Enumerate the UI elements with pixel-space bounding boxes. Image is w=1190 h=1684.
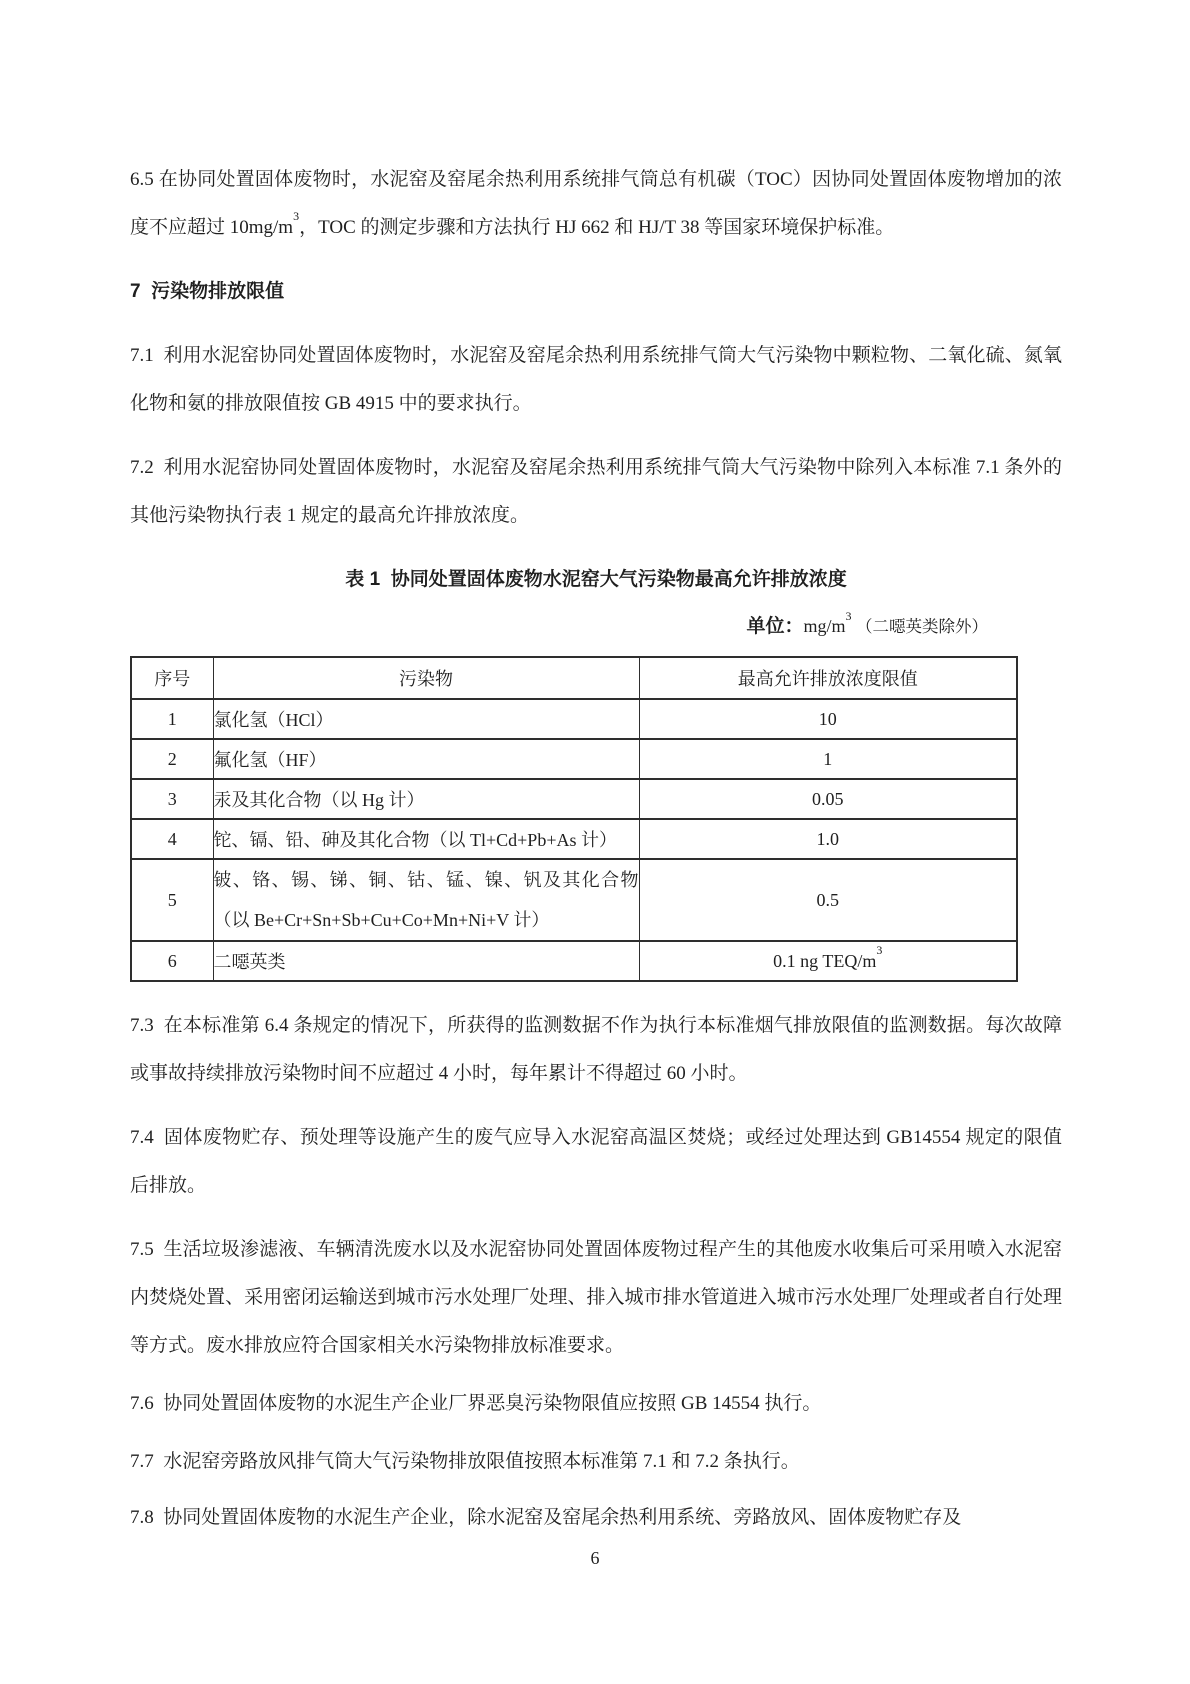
cell-limit [639,941,1017,981]
cell-no: 3 [131,779,213,819]
table-header-limit: 最高允许排放浓度限值 [639,657,1017,699]
table-row [131,779,1017,819]
unit-superscript-3: 3 [845,608,852,623]
limit-value: 0.1 ng TEQ/m [773,950,877,971]
clause-7-7: 7.7 水泥窑旁路放风排气筒大气污染物排放限值按照本标准第 7.1 和 7.2 条执行。 [130,1451,800,1472]
unit-label: 单位： [746,616,804,637]
cell-limit: 0.05 [639,779,1017,819]
table-row [131,739,1017,779]
table-1 [130,656,1018,982]
cell-limit: 0.5 [639,859,1017,941]
table-header-pollutant: 污染物 [213,657,639,699]
cell-pollutant: 二噁英类 [213,941,639,981]
pollutant-line-2: （以 Be+Cr+Sn+Sb+Cu+Co+Mn+Ni+V 计） [213,910,550,930]
clause-7-2: 7.2 利用水泥窑协同处置固体废物时，水泥窑及窑尾余热利用系统排气筒大气污染物中除列入本标准 7.1 条外的其他污染物执行表 1 规定的最高允许排放浓度。 [130,457,1062,526]
clause-7-1: 7.1 利用水泥窑协同处置固体废物时，水泥窑及窑尾余热利用系统排气筒大气污染物中颗粒物、二氧化硫、氮氧化物和氨的排放限值按 GB 4915 中的要求执行。 [130,345,1062,414]
cell-limit: 1.0 [639,819,1017,859]
table-1-unit-line [130,604,1016,648]
cell-no: 1 [131,699,213,739]
cell-pollutant: 铊、镉、铅、砷及其化合物（以 Tl+Cd+Pb+As 计） [213,819,639,859]
clause-7-5: 7.5 生活垃圾渗滤液、车辆清洗废水以及水泥窑协同处置固体废物过程产生的其他废水收集后可采用喷入水泥窑内焚烧处置、采用密闭运输送到城市污水处理厂处理、排入城市排水管道进入城市污水处理厂处理或者自行处理等方式。废水排放应符合国家相关水污染物排放标准要求。 [130,1239,1062,1356]
table-row [131,699,1017,739]
clause-7-8: 7.8 协同处置固体废物的水泥生产企业，除水泥窑及窑尾余热利用系统、旁路放风、固体废物贮存及 [130,1507,962,1528]
clause-7-3: 7.3 在本标准第 6.4 条规定的情况下，所获得的监测数据不作为执行本标准烟气排放限值的监测数据。每次故障或事故持续排放污染物时间不应超过 4 小时，每年累计不得超过 60 小时。 [130,1015,1062,1084]
limit-superscript-3: 3 [876,943,883,958]
cell-no: 5 [131,859,213,941]
cell-limit: 1 [639,739,1017,779]
cell-pollutant [213,859,639,941]
cell-limit: 10 [639,699,1017,739]
clause-6-5-text-cont: ，TOC 的测定步骤和方法执行 HJ 662 和 HJ/T 38 等国家环境保护标准。 [299,217,895,238]
clause-7-6: 7.6 协同处置固体废物的水泥生产企业厂界恶臭污染物限值应按照 GB 14554 执行。 [130,1393,822,1414]
section-7-heading: 7 污染物排放限值 [130,281,285,302]
table-header-no: 序号 [131,657,213,699]
table-row [131,941,1017,981]
cell-pollutant: 汞及其化合物（以 Hg 计） [213,779,639,819]
table-row [131,819,1017,859]
cell-no: 4 [131,819,213,859]
page-number: 6 [590,1548,600,1568]
table-1-title: 表 1 协同处置固体废物水泥窑大气污染物最高允许排放浓度 [345,569,847,590]
cell-pollutant: 氟化氢（HF） [213,739,639,779]
cell-no: 2 [131,739,213,779]
pollutant-line-1: 铍、铬、锡、锑、铜、钴、锰、镍、钒及其化合物 [213,870,639,890]
clause-6-5 [130,156,1062,252]
superscript-3: 3 [293,209,300,224]
table-header-row [131,657,1017,699]
unit-note: （二噁英类除外） [856,617,988,636]
clause-7-4: 7.4 固体废物贮存、预处理等设施产生的废气应导入水泥窑高温区焚烧；或经过处理达到 GB14554 规定的限值后排放。 [130,1127,1062,1196]
clause-6-5-text: 6.5 在协同处置固体废物时，水泥窑及窑尾余热利用系统排气筒总有机碳（TOC）因协同处置固体废物增加的浓度不应超过 10mg/m [130,169,1062,238]
cell-no: 6 [131,941,213,981]
cell-pollutant: 氯化氢（HCl） [213,699,639,739]
unit-value: mg/m [803,616,846,636]
table-row [131,859,1017,941]
